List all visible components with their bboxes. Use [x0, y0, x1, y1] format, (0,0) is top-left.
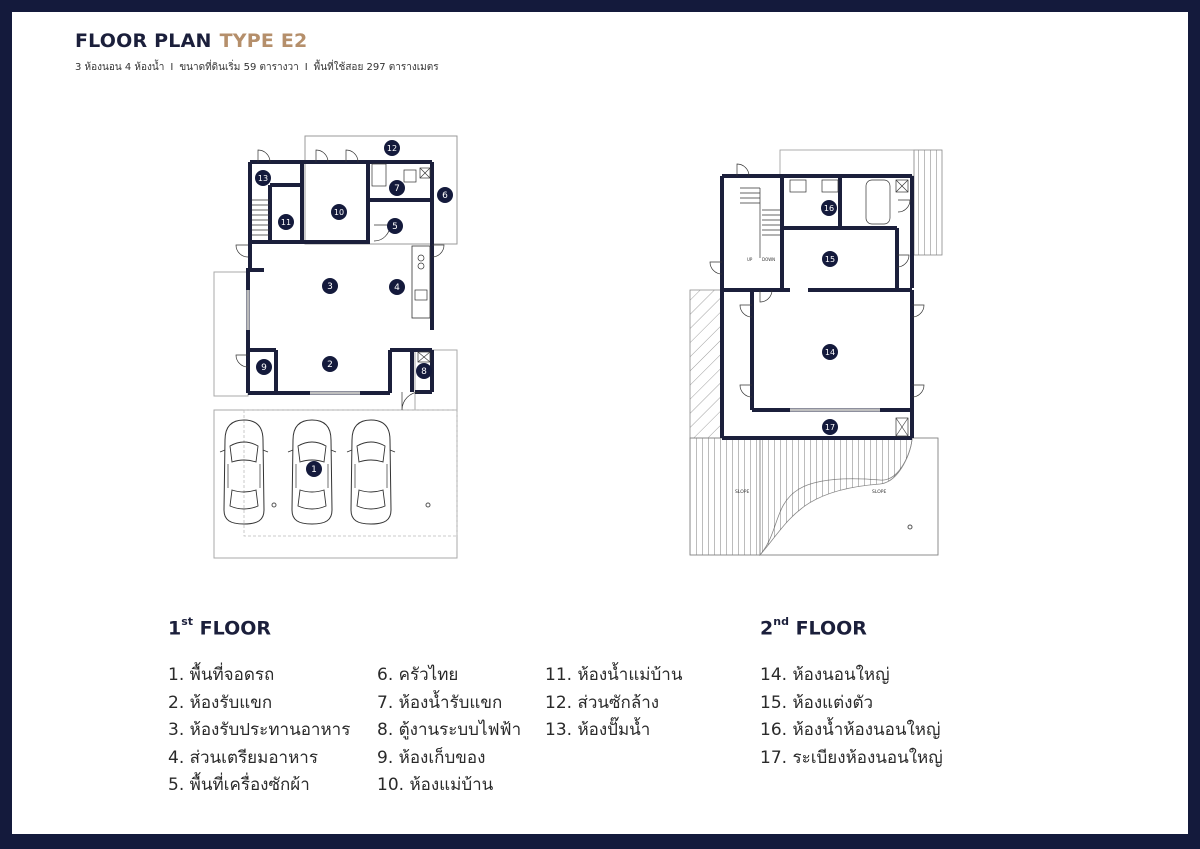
legend-item: 1. พื้นที่จอดรถ — [168, 665, 275, 685]
slope-label: SLOPE — [735, 490, 750, 495]
room-marker-label: 4 — [394, 283, 400, 293]
legend-item: 16. ห้องน้ำห้องนอนใหญ่ — [760, 720, 941, 740]
floor-suffix: nd — [773, 615, 789, 628]
room-marker-label: 6 — [442, 191, 448, 201]
legend-item: 15. ห้องแต่งตัว — [760, 692, 874, 713]
room-marker-label: 7 — [394, 184, 400, 194]
room-marker-label: 13 — [257, 174, 269, 183]
second-floor-markers — [821, 200, 838, 435]
second-floor-plan — [690, 150, 942, 555]
room-marker-label: 8 — [421, 367, 427, 377]
subtitle-separator: I — [170, 62, 174, 73]
stairs-up-label: UP — [747, 257, 753, 262]
legend-item: 12. ส่วนซักล้าง — [545, 692, 660, 713]
stairs-down-label: DOWN — [762, 257, 776, 262]
legend-item: 14. ห้องนอนใหญ่ — [760, 665, 890, 685]
floor-number: 2 — [760, 617, 774, 640]
room-marker-label: 17 — [824, 423, 836, 432]
subtitle-separator: I — [304, 62, 308, 73]
legend-item: 13. ห้องปั๊มน้ำ — [545, 720, 651, 740]
room-marker-label: 2 — [327, 360, 333, 370]
subtitle-rooms: 3 ห้องนอน 4 ห้องน้ำ — [75, 62, 165, 73]
first-floor-title — [168, 617, 271, 639]
legend-item: 8. ตู้งานระบบไฟฟ้า — [377, 720, 522, 740]
floor-label: FLOOR — [795, 617, 867, 640]
legend-column-3 — [545, 662, 682, 745]
slope-label: SLOPE — [872, 490, 887, 495]
second-floor-title — [760, 617, 867, 639]
legend-item: 3. ห้องรับประทานอาหาร — [168, 720, 351, 740]
room-marker-label: 16 — [823, 204, 835, 213]
legend-column-4 — [760, 662, 943, 772]
legend-item: 4. ส่วนเตรียมอาหาร — [168, 747, 318, 768]
room-marker-label: 12 — [386, 144, 398, 153]
first-floor-markers — [255, 140, 453, 477]
legend-item: 7. ห้องน้ำรับแขก — [377, 692, 503, 713]
room-marker-label: 14 — [824, 348, 836, 357]
first-floor-plan — [214, 136, 457, 558]
floor-number: 1 — [168, 617, 182, 640]
legend-item: 2. ห้องรับแขก — [168, 692, 273, 713]
room-marker-label: 11 — [280, 218, 292, 227]
legend-column-2 — [377, 662, 521, 800]
room-marker-label: 5 — [392, 222, 398, 232]
legend-column-1 — [168, 662, 350, 800]
legend-item: 10. ห้องแม่บ้าน — [377, 775, 494, 795]
title-text: FLOOR PLAN — [75, 30, 212, 52]
type-label: TYPE E2 — [219, 30, 308, 52]
subtitle-area: พื้นที่ใช้สอย 297 ตารางเมตร — [313, 62, 439, 73]
floor-suffix: st — [181, 615, 194, 628]
legend-item: 9. ห้องเก็บของ — [377, 747, 486, 768]
subtitle-land: ขนาดที่ดินเริ่ม 59 ตารางวา — [179, 62, 299, 73]
room-marker-label: 9 — [261, 363, 267, 373]
room-marker-label: 10 — [333, 208, 345, 217]
room-marker-label: 3 — [327, 282, 333, 292]
legend-item: 5. พื้นที่เครื่องซักผ้า — [168, 775, 310, 795]
legend-item: 6. ครัวไทย — [377, 665, 459, 685]
legend-item: 17. ระเบียงห้องนอนใหญ่ — [760, 747, 943, 768]
floor-label: FLOOR — [199, 617, 272, 640]
legend-item: 11. ห้องน้ำแม่บ้าน — [545, 665, 683, 685]
room-marker-label: 1 — [311, 465, 317, 475]
room-marker-label: 15 — [824, 255, 836, 264]
